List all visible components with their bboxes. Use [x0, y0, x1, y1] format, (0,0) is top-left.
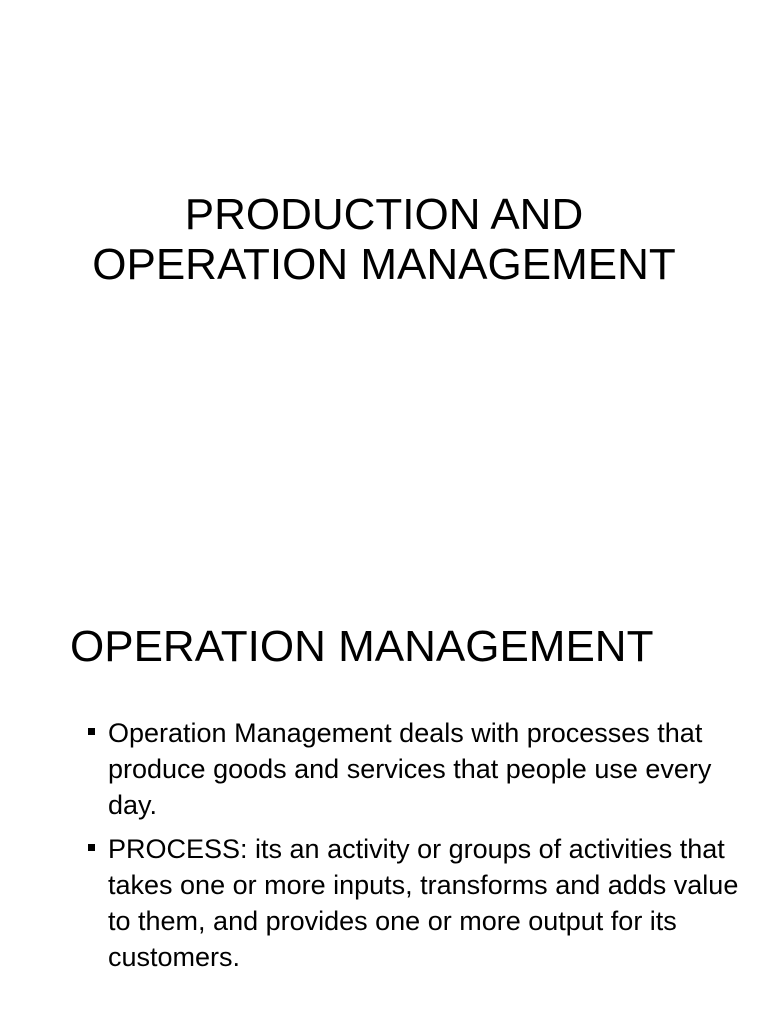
bullet-text: Operation Management deals with processes that produce goods and services that people use every day.: [108, 718, 712, 820]
content-slide: [0, 460, 768, 1024]
presentation-title: [0, 190, 768, 290]
bullet-item: [86, 715, 746, 823]
square-bullet-icon: [88, 844, 95, 851]
bullet-text: PROCESS: its an activity or groups of activities that takes one or more inputs, transforms and adds value to them, and provides one or more output for its customers.: [108, 834, 739, 972]
bullet-list: [86, 715, 746, 983]
section-heading: OPERATION MANAGEMENT: [70, 622, 654, 671]
title-slide: [0, 0, 768, 460]
bullet-item: [86, 831, 746, 975]
title-line-2: OPERATION MANAGEMENT: [92, 240, 676, 289]
square-bullet-icon: [88, 728, 95, 735]
title-line-1: PRODUCTION AND: [184, 190, 584, 239]
